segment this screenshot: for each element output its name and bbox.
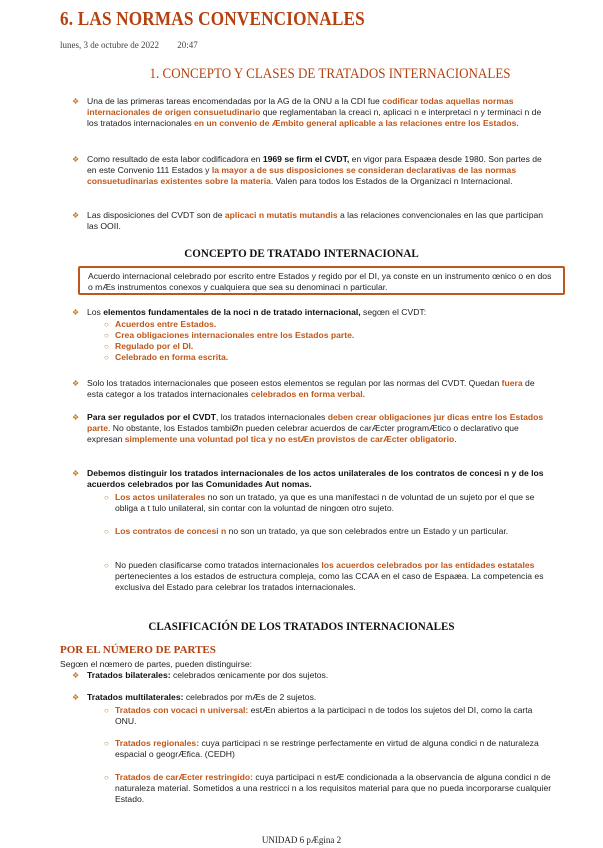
diamond-bullet-icon: ❖ [72,469,80,478]
list-item: Acuerdos entre Estados. [115,319,217,329]
diamond-bullet-icon: ❖ [72,671,80,680]
clasificacion-intro: Segœn el nœmero de partes, pueden distinguirse: [60,659,253,669]
page-title: 6. LAS NORMAS CONVENCIONALES [60,8,365,30]
circle-bullet-icon: ○ [104,342,109,351]
list-item: Celebrado en forma escrita. [115,352,229,362]
list-item: Crea obligaciones internacionales entre los Estados parte. [115,330,355,340]
circle-bullet-icon: ○ [104,331,109,340]
elementos-intro: Los elementos fundamentales de la noci n de tratado internacional, segœn el CVDT: [87,307,427,317]
circle-bullet-icon: ○ [104,353,109,362]
page-footer: UNIDAD 6 pÆgina 2 [261,835,342,845]
diamond-bullet-icon: ❖ [72,211,80,220]
circle-bullet-icon: ○ [104,706,109,715]
list-item: Los actos unilaterales no son un tratado, ya que es una manifestaci n de voluntad de un sujeto por el que se obliga a t tulo unilateral, sin contar con la voluntad de ningœn otro sujeto. [115,492,535,513]
diamond-bullet-icon: ❖ [72,693,80,702]
list-item: Tratados con vocaci n universal: estÆn abiertos a la participaci n de todos los sujetos del DI, como la carta ONU. [115,705,533,726]
paragraph-ooii: Las disposiciones del CVDT son de aplicaci n mutatis mutandis a las relaciones convencionales en las que participan las OOII. [87,210,544,231]
section-heading: 1. CONCEPTO Y CLASES DE TRATADOS INTERNACIONALES [149,66,511,82]
paragraph-regulados: Para ser regulados por el CVDT, los tratados internacionales deben crear obligaciones jur dicas entre los Estados parte. No obstante, los Estados tambiØn pueden celebrar acuerdos de carÆcter programÆtico o declarativo que expresan simplemente una voluntad pol tica y no estÆn provistos de carÆcter obligatorio. [87,412,544,444]
list-item: No pueden clasificarse como tratados internacionales los acuerdos celebrados por las entidades estatales pertenecientes a los estados de estructura compleja, como las CCAA en el caso de Espaæa. La competencia es exclusiva del Estado para celebrar los tratados internacionales. [115,560,544,592]
definition-box: Acuerdo internacional celebrado por escrito entre Estados y regido por el DI, ya conste en un instrumento œnico o en dos o mÆs instrumentos conexos y cualquiera que sea su denominaci n particular. [78,266,565,295]
list-item: Tratados de carÆcter restringido: cuya participaci n estÆ condicionada a la observancia de alguna condici n de naturaleza material. Sometidos a una restricci n a los requisitos material para que no pueda incorporarse cualquier Estado. [115,772,552,804]
diamond-bullet-icon: ❖ [72,155,80,164]
clasificacion-heading: CLASIFICACIÓN DE LOS TRATADOS INTERNACIONALES [148,619,455,633]
list-item: Regulado por el DI. [115,341,194,351]
bilaterales-item: Tratados bilaterales: celebrados œnicamente por dos sujetos. [87,670,329,680]
diamond-bullet-icon: ❖ [72,97,80,106]
circle-bullet-icon: ○ [104,527,109,536]
circle-bullet-icon: ○ [104,320,109,329]
circle-bullet-icon: ○ [104,561,109,570]
multilaterales-item: Tratados multilaterales: celebrados por mÆs de 2 sujetos. [87,692,317,702]
diamond-bullet-icon: ❖ [72,379,80,388]
diamond-bullet-icon: ❖ [72,308,80,317]
circle-bullet-icon: ○ [104,739,109,748]
list-item: Tratados regionales: cuya participaci n se restringe perfectamente en virtud de alguna condici n de naturaleza espacial o geogrÆfica. (CEDH) [115,738,539,759]
paragraph-solo: Solo los tratados internacionales que poseen estos elementos se regulan por las normas del CVDT. Quedan fuera de esta categor a los tratados internacionales celebrados en forma verbal. [87,378,535,399]
time-text: 20:47 [177,40,198,50]
circle-bullet-icon: ○ [104,493,109,502]
paragraph-cvdt: Como resultado de esta labor codificadora en 1969 se firm el CVDT, en vigor para Espaæa desde 1980. Son partes de en este Convenio 111 Estados y la mayor a de sus disposiciones se consideran declarativas de las normas consuetudinarias existentes sobre la materia. Valen para todos los Estados de la Organizaci n Internacional. [87,154,542,186]
diamond-bullet-icon: ❖ [72,413,80,422]
subsection-heading: POR EL NÚMERO DE PARTES [60,644,216,656]
concepto-heading: CONCEPTO DE TRATADO INTERNACIONAL [184,246,419,260]
list-item: Los contratos de concesi n no son un tratado, ya que son celebrados entre un Estado y un particular. [115,526,509,536]
paragraph-cdi: Una de las primeras tareas encomendadas por la AG de la ONU a la CDI fue codificar todas aquellas normas internacionales de origen consuetudinario que reglamentaban la creaci n, aplicaci n e interpretaci n y terminaci n de los tratados internacionales en un convenio de Æmbito general aplicable a las relaciones entre los Estados. [87,96,542,128]
paragraph-distinguir: Debemos distinguir los tratados internacionales de los actos unilaterales de los contratos de concesi n y de los acuerdos celebrados por las Comunidades Aut nomas. [87,468,544,489]
date-line [60,40,214,50]
circle-bullet-icon: ○ [104,773,109,782]
date-text: lunes, 3 de octubre de 2022 [60,40,159,50]
